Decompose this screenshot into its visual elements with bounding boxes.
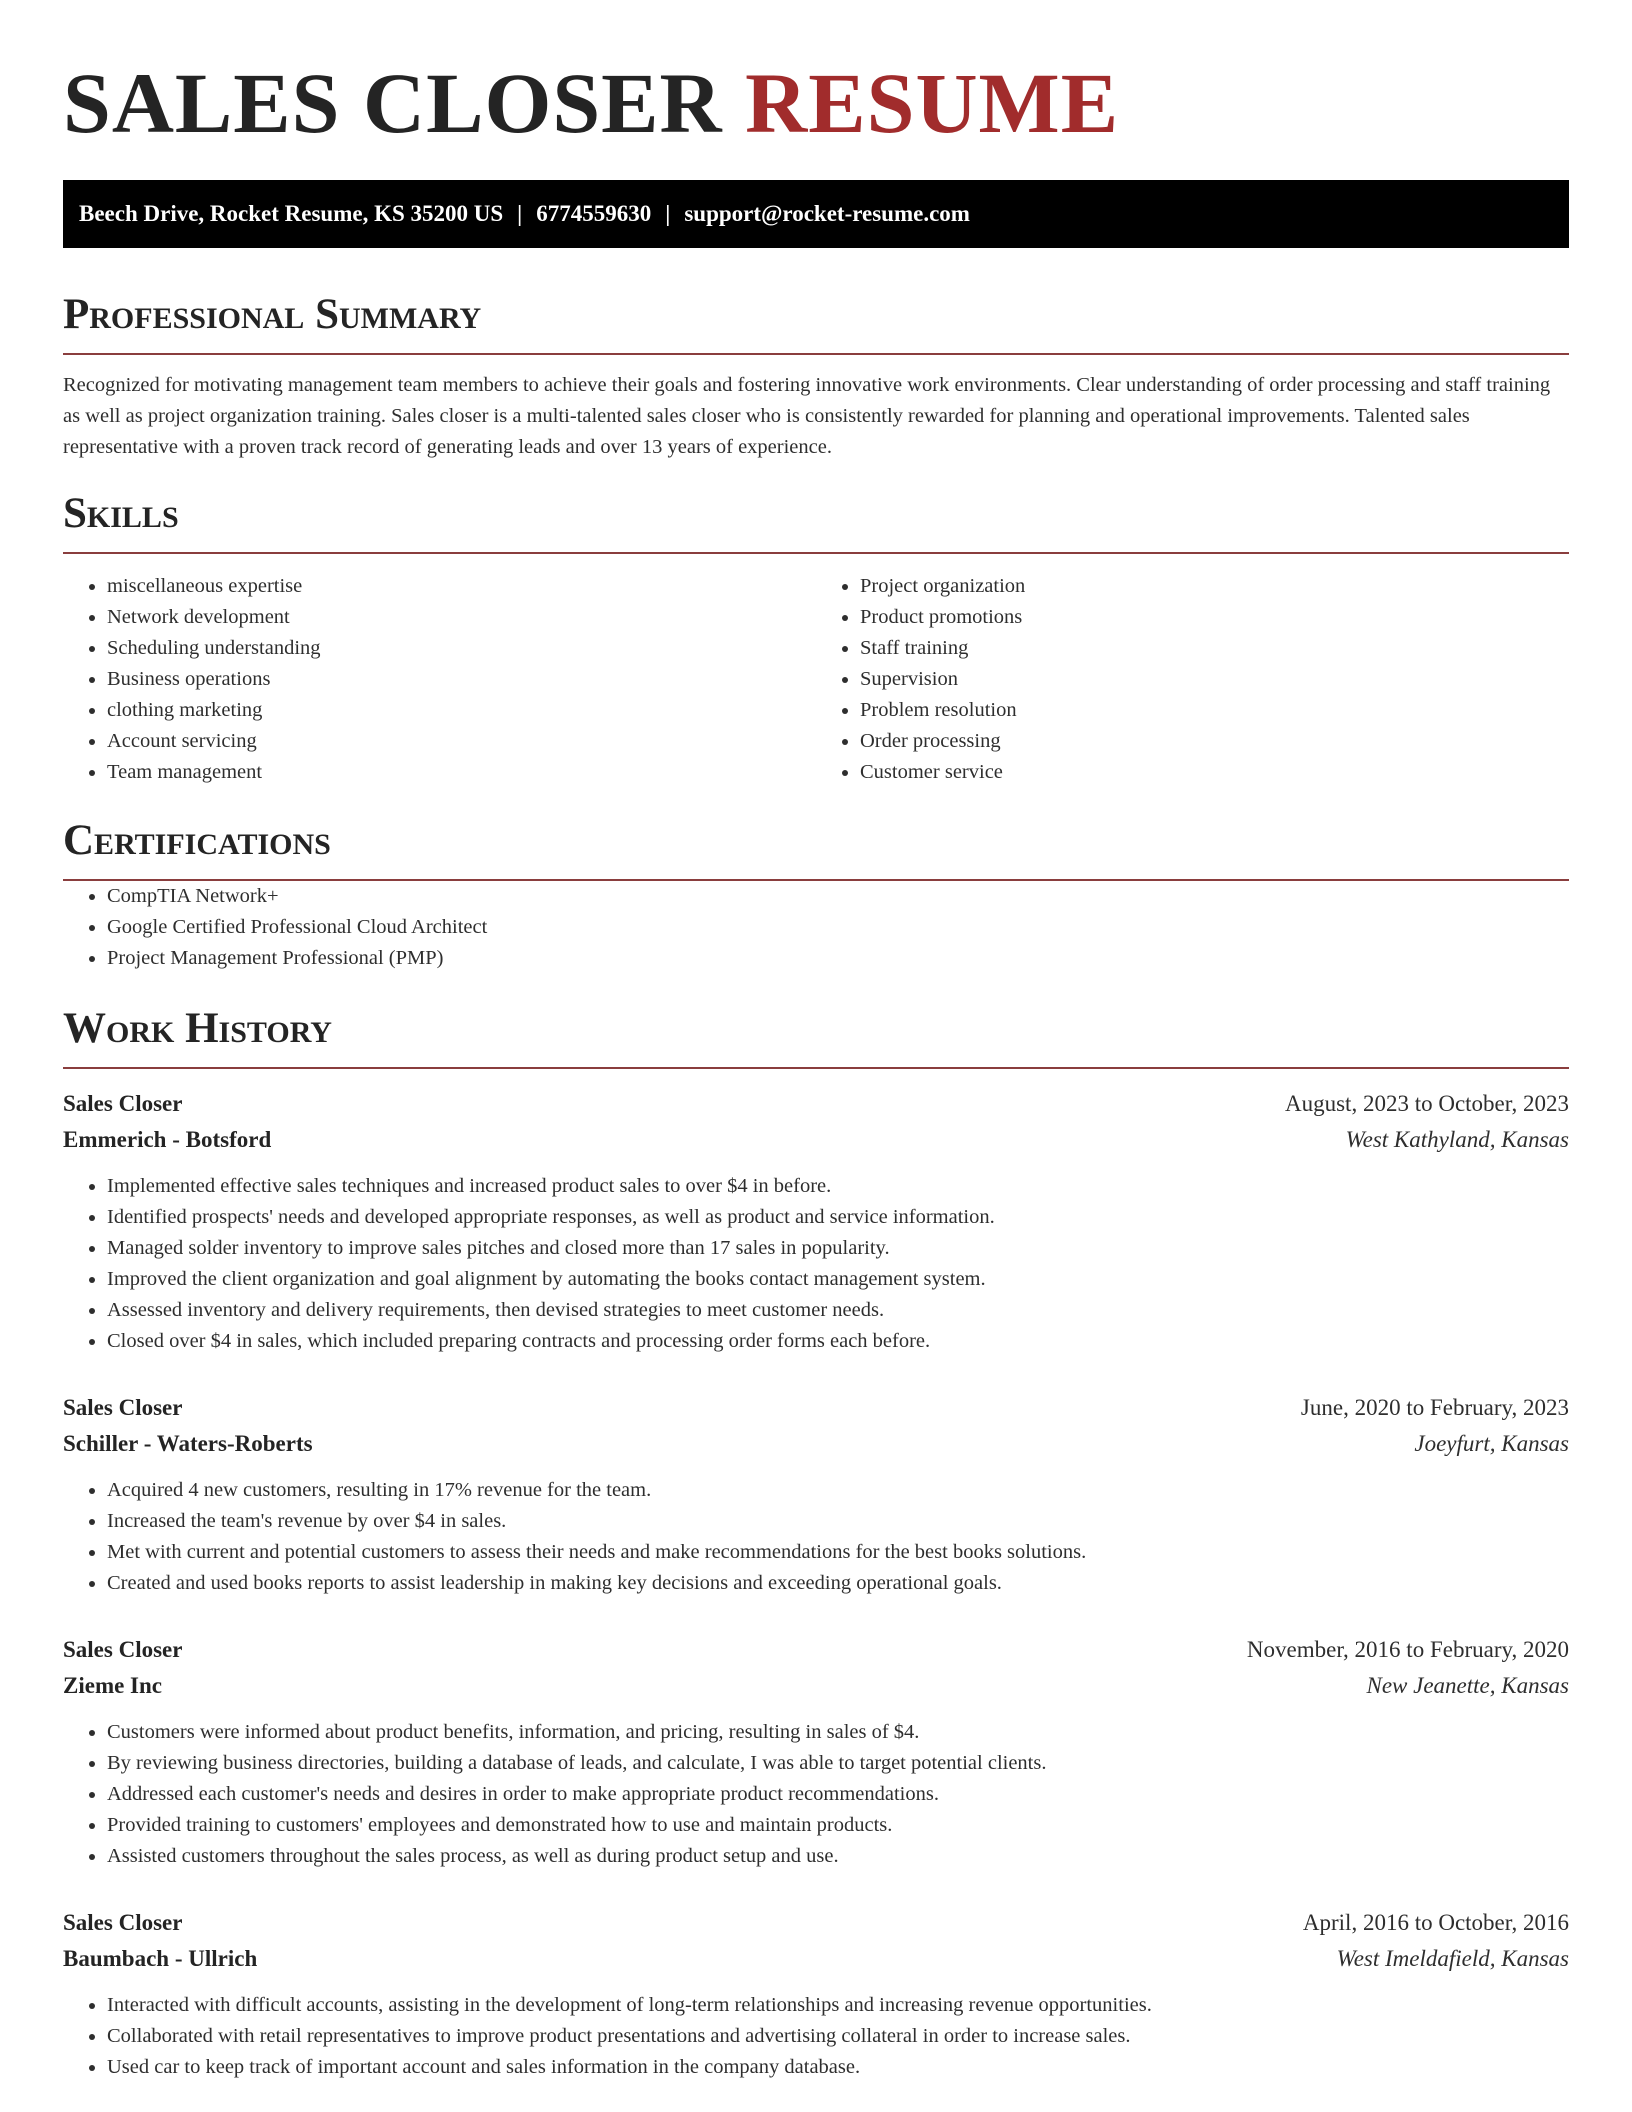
section-heading-skills: Skills [63, 489, 1569, 554]
job-entry [63, 1390, 1569, 1599]
contact-separator: | [665, 201, 671, 226]
certifications-section [63, 816, 1569, 974]
skill-item: • Order processing [860, 726, 1569, 757]
job-bullet: • Created and used books reports to assist leadership in making key decisions and exceeding operational goals. [107, 1568, 1569, 1599]
certification-item: • Google Certified Professional Cloud Architect [107, 912, 1569, 943]
job-company: Baumbach - Ullrich [63, 1946, 258, 1971]
job-bullet: • Collaborated with retail representatives to improve product presentations and advertising collateral in order to increase sales. [107, 2021, 1569, 2052]
job-bullet: • Identified prospects' needs and developed appropriate responses, as well as product and service information. [107, 1202, 1569, 1233]
job-header-row [63, 1905, 1569, 1941]
job-title: Sales Closer [63, 1091, 183, 1116]
job-bullets [63, 1717, 1569, 1872]
job-dates: June, 2020 to February, 2023 [1300, 1395, 1569, 1420]
job-company: Schiller - Waters-Roberts [63, 1431, 313, 1456]
job-bullet: • Implemented effective sales techniques and increased product sales to over $4 in before. [107, 1171, 1569, 1202]
certification-item: • CompTIA Network+ [107, 881, 1569, 912]
skill-item: • Supervision [860, 664, 1569, 695]
skills-list-right [816, 571, 1569, 788]
skill-item: • Team management [107, 757, 816, 788]
contact-separator: | [517, 201, 523, 226]
skill-item: • clothing marketing [107, 695, 816, 726]
job-bullet: • Increased the team's revenue by over $4 in sales. [107, 1506, 1569, 1537]
job-company-row [63, 1122, 1569, 1158]
job-company-row [63, 1668, 1569, 1704]
job-bullet: • Closed over $4 in sales, which included preparing contracts and processing order forms each before. [107, 1326, 1569, 1357]
summary-section [63, 290, 1569, 463]
section-heading-work-history: Work History [63, 1004, 1569, 1069]
job-location: New Jeanette, Kansas [1366, 1673, 1569, 1698]
skill-item: • Business operations [107, 664, 816, 695]
skill-item: • Product promotions [860, 602, 1569, 633]
skills-list-left [63, 571, 816, 788]
job-bullet: • Interacted with difficult accounts, assisting in the development of long-term relationships and increasing revenue opportunities. [107, 1990, 1569, 2021]
page-title [63, 0, 1569, 154]
job-bullet: • Customers were informed about product benefits, information, and pricing, resulting in sales of $4. [107, 1717, 1569, 1748]
contact-bar [63, 180, 1569, 248]
skill-item: • miscellaneous expertise [107, 571, 816, 602]
job-company-row [63, 1426, 1569, 1462]
title-accent: RESUME [745, 55, 1120, 151]
contact-email[interactable]: support@rocket-resume.com [684, 201, 970, 226]
job-bullet: • By reviewing business directories, building a database of leads, and calculate, I was able to target potential clients. [107, 1748, 1569, 1779]
job-bullet: • Assisted customers throughout the sales process, as well as during product setup and use. [107, 1841, 1569, 1872]
work-history-section [63, 1004, 1569, 2083]
skill-item: • Staff training [860, 633, 1569, 664]
skill-item: • Network development [107, 602, 816, 633]
job-header-row [63, 1390, 1569, 1426]
skill-item: • Scheduling understanding [107, 633, 816, 664]
job-entry [63, 1632, 1569, 1872]
job-company: Zieme Inc [63, 1673, 163, 1698]
job-bullet: • Managed solder inventory to improve sales pitches and closed more than 17 sales in popularity. [107, 1233, 1569, 1264]
contact-phone: 6774559630 [536, 201, 652, 226]
job-dates: April, 2016 to October, 2016 [1302, 1910, 1569, 1935]
job-entry [63, 1086, 1569, 1357]
job-bullet: • Met with current and potential customers to assess their needs and make recommendations for the best books solutions. [107, 1537, 1569, 1568]
job-title: Sales Closer [63, 1637, 183, 1662]
job-bullet: • Used car to keep track of important account and sales information in the company database. [107, 2052, 1569, 2083]
job-location: West Kathyland, Kansas [1345, 1127, 1569, 1152]
job-title: Sales Closer [63, 1910, 183, 1935]
contact-address: Beech Drive, Rocket Resume, KS 35200 US [79, 201, 504, 226]
job-header-row [63, 1632, 1569, 1668]
job-dates: August, 2023 to October, 2023 [1285, 1091, 1569, 1116]
job-bullets [63, 1171, 1569, 1357]
certifications-list [63, 881, 1569, 974]
job-bullet: • Provided training to customers' employees and demonstrated how to use and maintain products. [107, 1810, 1569, 1841]
job-bullets [63, 1990, 1569, 2083]
job-location: Joeyfurt, Kansas [1414, 1431, 1569, 1456]
certification-item: • Project Management Professional (PMP) [107, 943, 1569, 974]
title-main: SALES CLOSER [63, 55, 723, 151]
job-title: Sales Closer [63, 1395, 183, 1420]
skills-grid [63, 571, 1569, 788]
section-heading-certifications: Certifications [63, 816, 1569, 881]
summary-text: Recognized for motivating management team members to achieve their goals and fostering innovative work environments. Clear understanding of order processing and staff training as well as project organization training. Sales closer is a multi-talented sales closer who is consistently rewarded for planning and operational improvements. Talented sales representative with a proven track record of generating leads and over 13 years of experience. [63, 374, 1551, 458]
skill-item: • Project organization [860, 571, 1569, 602]
job-location: West Imeldafield, Kansas [1336, 1946, 1569, 1971]
job-bullet: • Addressed each customer's needs and desires in order to make appropriate product recommendations. [107, 1779, 1569, 1810]
section-heading-summary: Professional Summary [63, 290, 1569, 355]
job-entry [63, 1905, 1569, 2083]
skill-item: • Account servicing [107, 726, 816, 757]
job-bullets [63, 1475, 1569, 1599]
job-company-row [63, 1941, 1569, 1977]
job-bullet: • Acquired 4 new customers, resulting in 17% revenue for the team. [107, 1475, 1569, 1506]
skill-item: • Problem resolution [860, 695, 1569, 726]
skill-item: • Customer service [860, 757, 1569, 788]
job-bullet: • Assessed inventory and delivery requirements, then devised strategies to meet customer needs. [107, 1295, 1569, 1326]
job-bullet: • Improved the client organization and goal alignment by automating the books contact management system. [107, 1264, 1569, 1295]
skills-section [63, 489, 1569, 788]
job-header-row [63, 1086, 1569, 1122]
job-dates: November, 2016 to February, 2020 [1246, 1637, 1569, 1662]
job-company: Emmerich - Botsford [63, 1127, 272, 1152]
